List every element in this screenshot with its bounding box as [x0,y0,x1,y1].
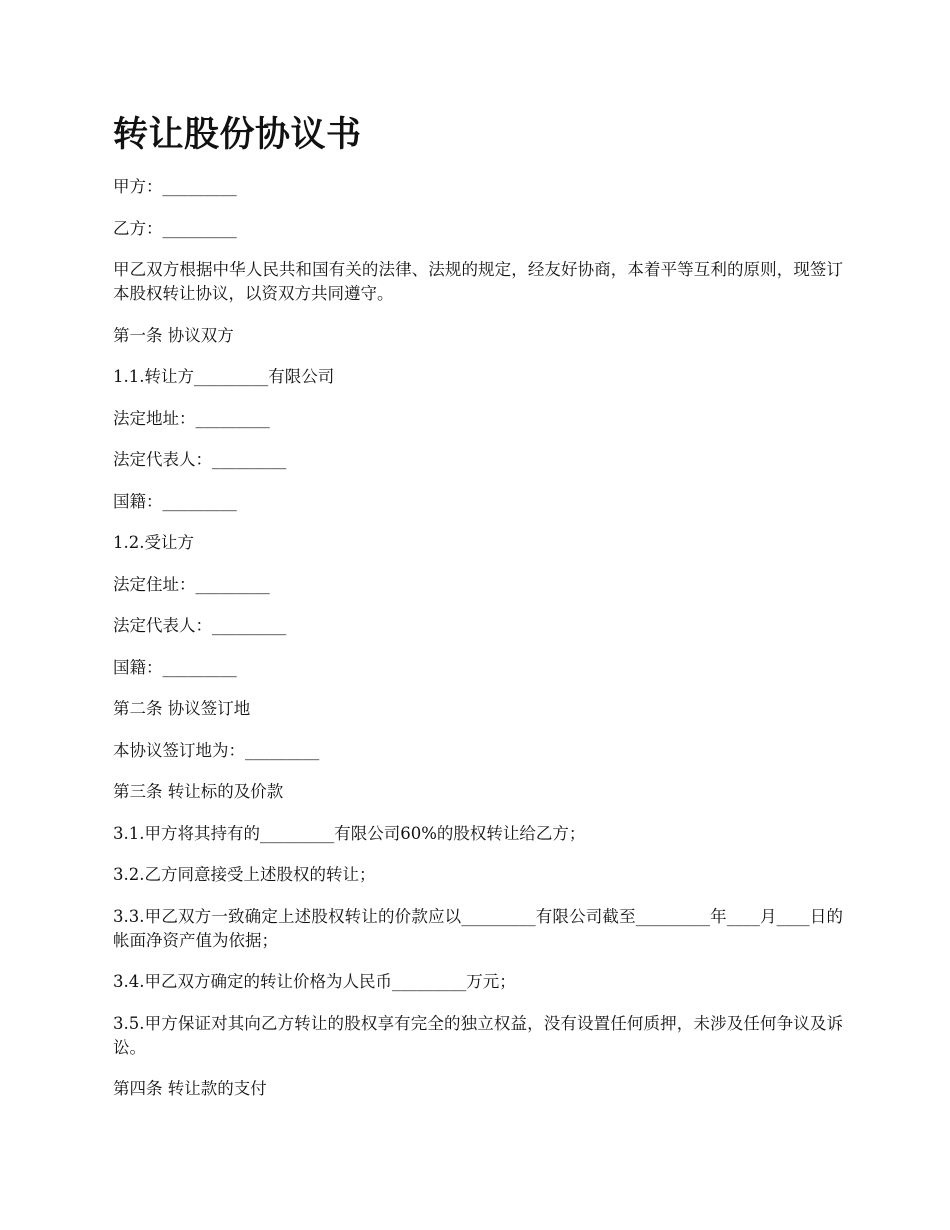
article-3-heading: 第三条 转让标的及价款 [113,782,284,801]
document-body [113,112,843,1119]
clause-3-5: 3.5.甲方保证对其向乙方转让的股权享有完全的独立权益，没有设置任何质押，未涉及任何争议及诉讼。 [113,1013,843,1057]
transferee-legal-residence: 法定住址：_________ [113,574,270,594]
party-b-line: 乙方：_________ [113,218,237,238]
clause-1-1-transferor: 1.1.转让方_________有限公司 [113,367,335,386]
article-4-heading: 第四条 转让款的支付 [113,1079,267,1098]
clause-1-2-transferee: 1.2.受让方 [113,533,194,552]
clause-3-4: 3.4.甲乙双方确定的转让价格为人民币_________万元； [113,972,516,991]
transferor-legal-representative: 法定代表人：_________ [113,450,287,469]
signing-place-line: 本协议签订地为：_________ [113,740,320,760]
transferor-nationality: 国籍：_________ [113,491,237,511]
transferee-legal-representative: 法定代表人：_________ [113,616,287,635]
party-a-line: 甲方：_________ [113,177,237,196]
document-title: 转让股份协议书 [113,114,362,155]
preamble-paragraph: 甲乙双方根据中华人民共和国有关的法律、法规的规定，经友好协商，本着平等互利的原则，现签订本股权转让协议，以资双方共同遵守。 [113,260,843,303]
transferee-nationality: 国籍：_________ [113,657,237,677]
article-2-heading: 第二条 协议签订地 [113,699,251,718]
article-1-heading: 第一条 协议双方 [113,325,234,345]
transferor-legal-address: 法定地址：_________ [113,408,270,428]
clause-3-2: 3.2.乙方同意接受上述股权的转让； [113,865,376,884]
clause-3-3: 3.3.甲乙双方一致确定上述股权转让的价款应以_________有限公司截至_________年____月____日的帐面净资产值为依据； [113,906,843,950]
clause-3-1: 3.1.甲方将其持有的_________有限公司60%的股权转让给乙方； [113,823,586,843]
